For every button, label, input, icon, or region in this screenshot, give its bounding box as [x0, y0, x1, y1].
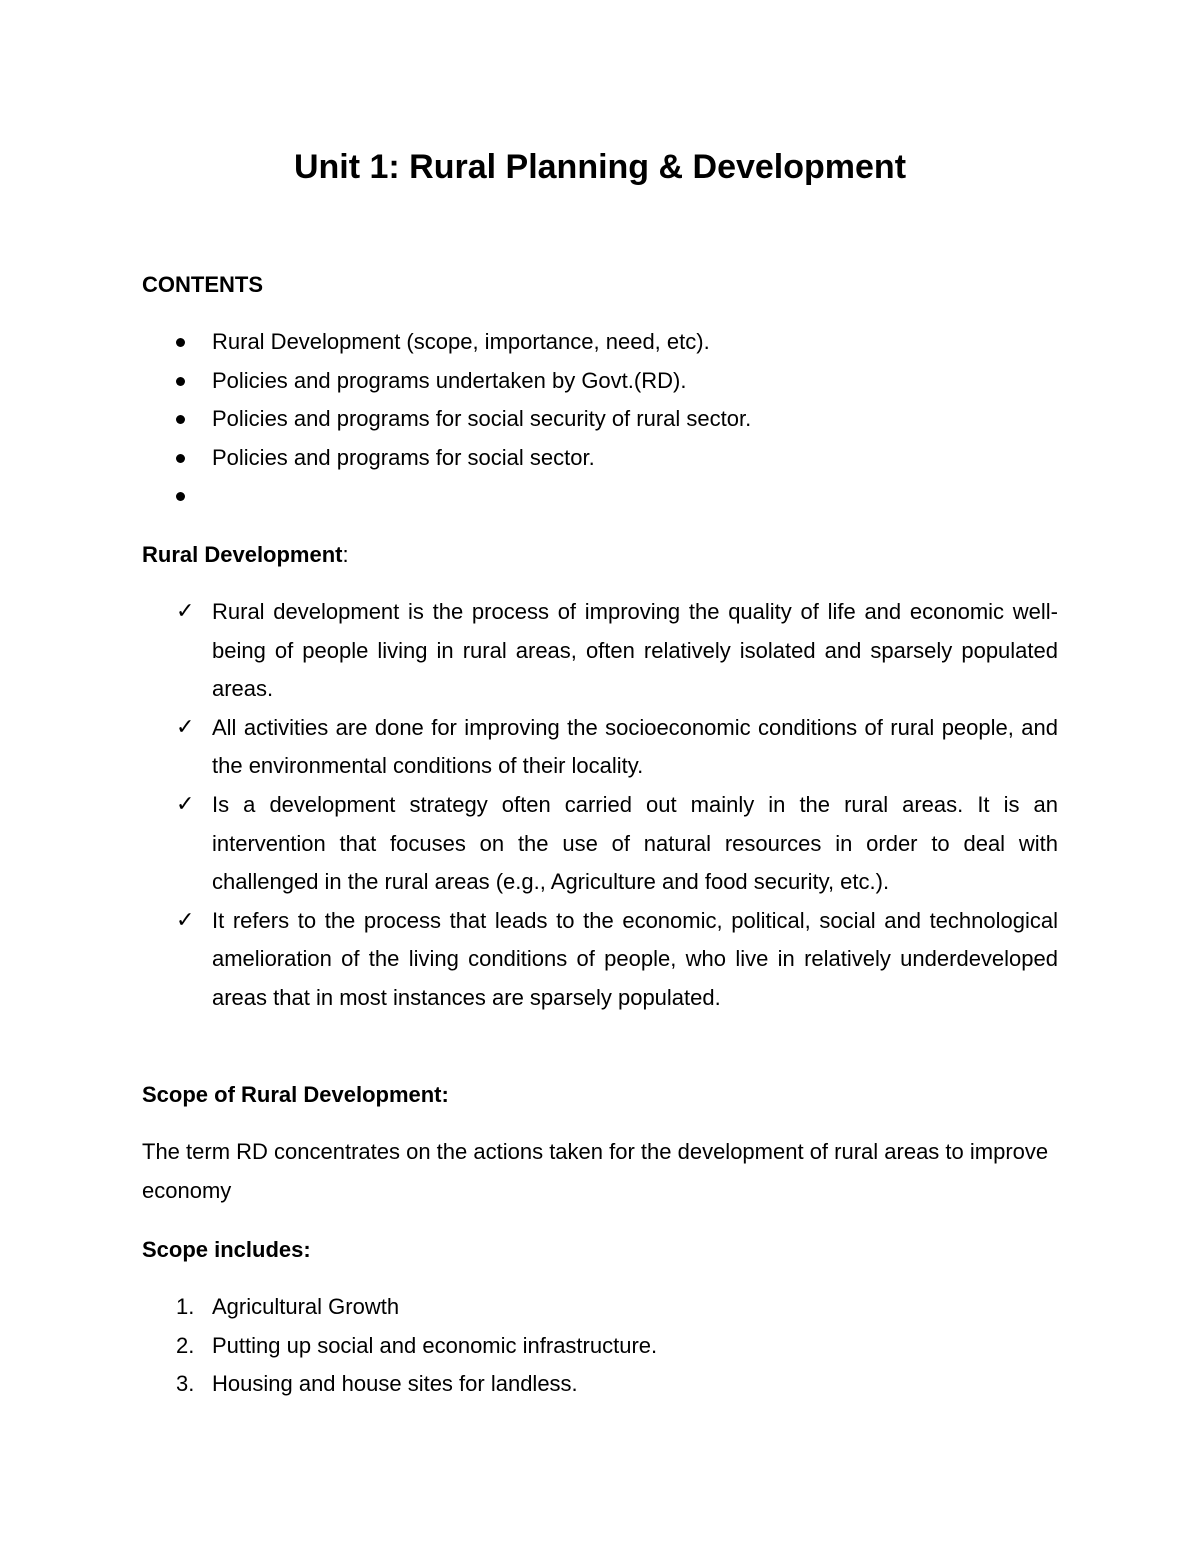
- document-title: Unit 1: Rural Planning & Development: [293, 148, 907, 186]
- point-item: [142, 902, 1058, 1018]
- list-number: 1.: [176, 1294, 195, 1319]
- scope-heading: Scope of Rural Development:: [142, 1082, 449, 1107]
- bullet-icon: [176, 377, 185, 386]
- point-text: Is a development strategy often carried out mainly in the rural areas. It is an intervention that focuses on the use of natural resources in order to deal with challenged in the rural areas (e.g., Agriculture and food security, etc.).: [212, 791, 1058, 895]
- contents-item-text: Policies and programs for social sector.: [212, 444, 595, 470]
- point-text: All activities are done for improving the socioeconomic conditions of rural people, and the environmental conditions of their locality.: [212, 714, 1058, 779]
- bullet-icon: [176, 415, 185, 424]
- rural-development-heading-text: Rural Development: [142, 542, 343, 567]
- bullet-icon: [176, 492, 185, 501]
- scope-item: [142, 1327, 657, 1366]
- scope-item: [142, 1288, 657, 1327]
- point-text: Rural development is the process of improving the quality of life and economic well-being of people living in rural areas, often relatively isolated and sparsely populated areas.: [212, 599, 1058, 702]
- scope-item-text: Housing and house sites for landless.: [212, 1371, 578, 1397]
- scope-item-text: Agricultural Growth: [212, 1294, 400, 1319]
- contents-item-text: Policies and programs for social security of rural sector.: [212, 406, 752, 432]
- rural-development-heading: [142, 536, 349, 574]
- check-icon: ✓: [176, 791, 195, 817]
- rural-development-points: [142, 593, 1058, 1018]
- heading-colon: :: [342, 542, 349, 567]
- point-item: [142, 709, 1058, 786]
- contents-item-text: Rural Development (scope, importance, need, etc).: [212, 329, 710, 354]
- contents-item: [142, 439, 751, 478]
- contents-item: [142, 323, 751, 362]
- check-icon: ✓: [176, 714, 195, 740]
- scope-includes-list: [142, 1288, 657, 1404]
- point-item: [142, 786, 1058, 902]
- contents-item-text: Policies and programs undertaken by Govt.(RD).: [212, 367, 687, 393]
- bullet-icon: [176, 338, 185, 347]
- list-number: 3.: [176, 1371, 195, 1397]
- scope-item: [142, 1365, 657, 1404]
- contents-list: [142, 323, 751, 516]
- scope-item-text: Putting up social and economic infrastructure.: [212, 1332, 658, 1358]
- contents-item: [142, 362, 751, 401]
- contents-heading: CONTENTS: [142, 272, 263, 297]
- contents-item: [142, 477, 751, 516]
- list-number: 2.: [176, 1332, 195, 1358]
- point-item: [142, 593, 1058, 709]
- scope-paragraph: The term RD concentrates on the actions taken for the development of rural areas to improve economy: [142, 1139, 1049, 1203]
- contents-item: [142, 400, 751, 439]
- check-icon: ✓: [176, 907, 195, 933]
- scope-includes-heading: Scope includes:: [142, 1237, 311, 1262]
- bullet-icon: [176, 454, 185, 463]
- check-icon: ✓: [176, 599, 195, 624]
- point-text: It refers to the process that leads to the economic, political, social and technological amelioration of the living conditions of people, who live in relatively underdeveloped areas that in most instances are sparsely populated.: [212, 907, 1058, 1010]
